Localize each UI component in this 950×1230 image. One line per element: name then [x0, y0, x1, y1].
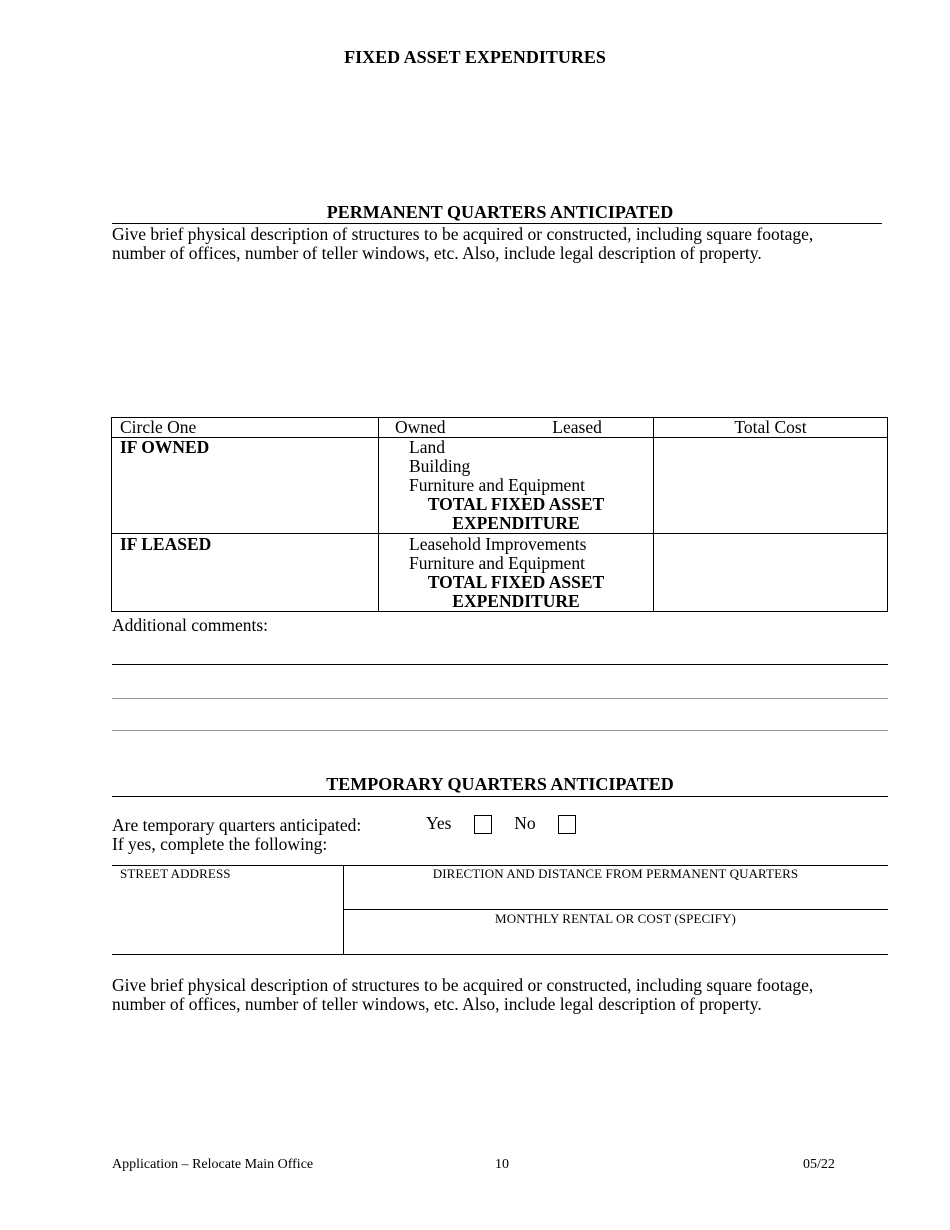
- footer-page-number: 10: [495, 1157, 509, 1172]
- leased-item-improvements: Leasehold Improvements: [409, 534, 587, 554]
- permanent-instruction-line-2: number of offices, number of teller windows, etc. Also, include legal description of property.: [112, 243, 762, 263]
- temporary-instruction-line-2: number of offices, number of teller windows, etc. Also, include legal description of property.: [112, 994, 762, 1014]
- leased-total-cost-field[interactable]: [654, 534, 888, 612]
- temporary-description-field[interactable]: [112, 1020, 888, 1140]
- table-header-row: [112, 418, 888, 438]
- page-title: FIXED ASSET EXPENDITURES: [344, 47, 606, 67]
- circle-one-label: Circle One: [112, 418, 379, 438]
- owned-option[interactable]: Owned: [395, 417, 446, 437]
- temporary-instruction-line-1: Give brief physical description of structures to be acquired or constructed, including square footage,: [112, 975, 814, 995]
- permanent-quarters-heading: PERMANENT QUARTERS ANTICIPATED: [326, 202, 674, 222]
- leased-total-line-1: TOTAL FIXED ASSET: [427, 572, 605, 592]
- permanent-description-field[interactable]: [112, 270, 888, 410]
- temp-grid-mid-rule: [343, 909, 888, 910]
- if-owned-row: [112, 438, 888, 534]
- if-leased-row: [112, 534, 888, 612]
- additional-comments-label: Additional comments:: [112, 615, 269, 635]
- monthly-rental-label: MONTHLY RENTAL OR COST (SPECIFY): [495, 911, 736, 926]
- owned-total-line-2: EXPENDITURE: [452, 513, 580, 533]
- temporary-heading-rule: [112, 796, 888, 797]
- owned-total-cost-field[interactable]: [654, 438, 888, 534]
- fixed-asset-table: [111, 417, 888, 612]
- if-owned-label: IF OWNED: [112, 438, 379, 534]
- leased-items: [379, 534, 654, 612]
- monthly-rental-field[interactable]: [345, 929, 887, 953]
- owned-item-land: Land: [409, 437, 445, 457]
- owned-item-furniture: Furniture and Equipment: [409, 475, 585, 495]
- no-label: No: [514, 813, 536, 833]
- temporary-question: Are temporary quarters anticipated:: [112, 815, 362, 835]
- owned-item-building: Building: [409, 456, 471, 476]
- footer-form-name: Application – Relocate Main Office: [112, 1157, 314, 1172]
- no-checkbox[interactable]: [558, 815, 576, 834]
- street-address-field[interactable]: [112, 884, 340, 952]
- footer-date: 05/22: [803, 1157, 835, 1172]
- comment-line-1[interactable]: [112, 664, 888, 665]
- permanent-instruction-line-1: Give brief physical description of structures to be acquired or constructed, including square footage,: [112, 224, 814, 244]
- yes-label: Yes: [426, 813, 452, 833]
- comment-line-3[interactable]: [112, 730, 888, 731]
- owned-total-line-1: TOTAL FIXED ASSET: [427, 494, 605, 514]
- direction-distance-field[interactable]: [345, 884, 887, 908]
- leased-option[interactable]: Leased: [552, 417, 602, 437]
- comment-line-2[interactable]: [112, 698, 888, 699]
- temp-grid-bottom-rule: [112, 954, 888, 955]
- temporary-followup: If yes, complete the following:: [112, 834, 328, 854]
- temporary-yes-no: [426, 814, 576, 834]
- leased-total-line-2: EXPENDITURE: [452, 591, 580, 611]
- temporary-quarters-heading: TEMPORARY QUARTERS ANTICIPATED: [326, 774, 674, 794]
- if-leased-label: IF LEASED: [112, 534, 379, 612]
- leased-item-furniture: Furniture and Equipment: [409, 553, 585, 573]
- owned-leased-choice[interactable]: [379, 418, 654, 438]
- permanent-instructions: [112, 225, 902, 263]
- direction-distance-label: DIRECTION AND DISTANCE FROM PERMANENT QUARTERS: [432, 866, 799, 881]
- total-cost-header: Total Cost: [654, 418, 888, 438]
- street-address-label: STREET ADDRESS: [120, 866, 231, 881]
- owned-items: [379, 438, 654, 534]
- temporary-instructions: [112, 976, 902, 1014]
- yes-checkbox[interactable]: [474, 815, 492, 834]
